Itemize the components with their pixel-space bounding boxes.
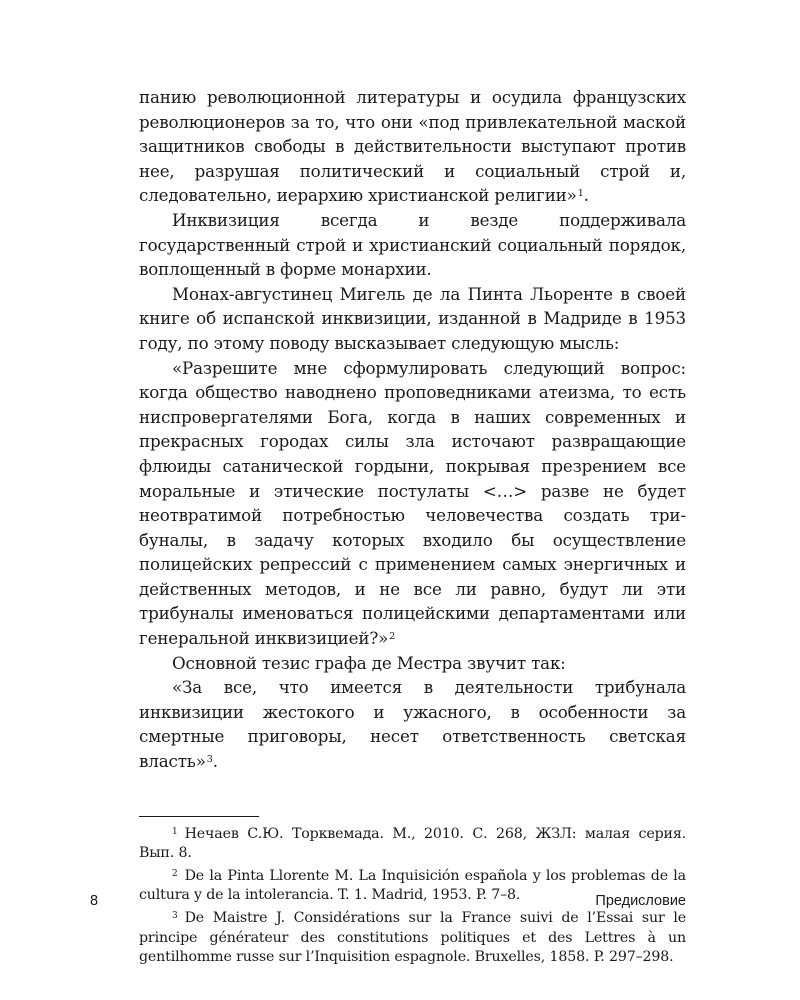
page-footer [90, 893, 686, 915]
footnote: 3 De Maistre J. Considérations sur la France suivi de l’Essai sur le principe générateur des constitutions politiques et des Lettres à un gentilhomme russe sur l’Inquisition espagnole. Bruxelles, 1858. P. 297–298. [139, 910, 686, 966]
footnote-reference: 3 [206, 753, 213, 765]
paragraph [139, 651, 686, 676]
footnote: 2 De la Pinta Llorente M. La Inquisición española y los problemas de la cultura y de la intolerancia. T. 1. Madrid, 1953. P. 7–8. [139, 867, 686, 904]
page-number: 8 [90, 893, 99, 909]
footnote: 1 Нечаев С.Ю. Торквемада. М., 2010. С. 268, ЖЗЛ: малая серия. Вып. 8. [139, 825, 686, 862]
paragraph [139, 282, 686, 356]
footnote-text: De Maistre J. Considérations sur la France suivi de l’Essai sur le principe générateur des constitutions politiques et des Lettres à un gentilhomme russe sur l’Inquisition espagnole. Bruxelles, 1858. P. 297–298. [139, 910, 686, 966]
quotation-text: «За все, что имеется в деятельности трибунала инквизиции жестокого и ужасного, в особенности за смертные приговоры, несет ответственность светская власть» [139, 677, 686, 772]
paragraph [139, 85, 686, 208]
footnote-separator [139, 816, 259, 817]
paragraph-text: Инквизиция всегда и везде поддерживала государственный строй и христианский социальный порядок, воплощенный в форме монархии. [139, 209, 686, 280]
main-text [139, 85, 686, 774]
running-section-title: Предисловие [595, 893, 686, 909]
paragraph [139, 208, 686, 282]
quotation-text: «Разрешите мне сформулировать следующий вопрос: когда общество наводнено проповедниками атеизма, то есть ниспровергателями Бога, когда в наших современных и прекрасных городах силы зла источают развращающие флюиды сатанической гордыни, покрывая презрением все моральные и этические постулаты <…> разве не будет неотвратимой потребностью человечества создать трибуналы, в задачу которых входило бы осуществление полицейских репрессий с применением самых энергичных и действенных методов, и не все ли равно, будут ли эти трибуналы именоваться полицейскими департаментами или генеральной инквизицией?» [139, 357, 686, 649]
footnote-reference: 1 [577, 188, 584, 200]
footnote-text: De la Pinta Llorente M. La Inquisición española y los problemas de la cultura y de la intolerancia. T. 1. Madrid, 1953. P. 7–8. [139, 867, 686, 904]
paragraph-tail: . [212, 751, 218, 772]
paragraph-text: панию революционной литературы и осудила французских революционеров за то, что они «под привлекательной маской защитников свободы в действительности выступают против нее, разрушая политический и социальный строй и, следовательно, иерархию христианской религии» [139, 87, 686, 206]
footnote-reference: 2 [389, 630, 396, 642]
paragraph-tail: . [583, 185, 589, 206]
paragraph-text: Монах-августинец Мигель де ла Пинта Льоренте в своей книге об испанской инквизиции, изданной в Мадриде в 1953 году, по этому поводу высказывает следующую мысль: [139, 283, 686, 353]
footnote-text: Нечаев С.Ю. Торквемада. М., 2010. С. 268, ЖЗЛ: малая серия. Вып. 8. [139, 825, 686, 862]
paragraph-text: Основной тезис графа де Местра звучит так: [172, 652, 566, 673]
quotation [139, 356, 686, 651]
book-page [139, 85, 686, 971]
quotation [139, 675, 686, 773]
